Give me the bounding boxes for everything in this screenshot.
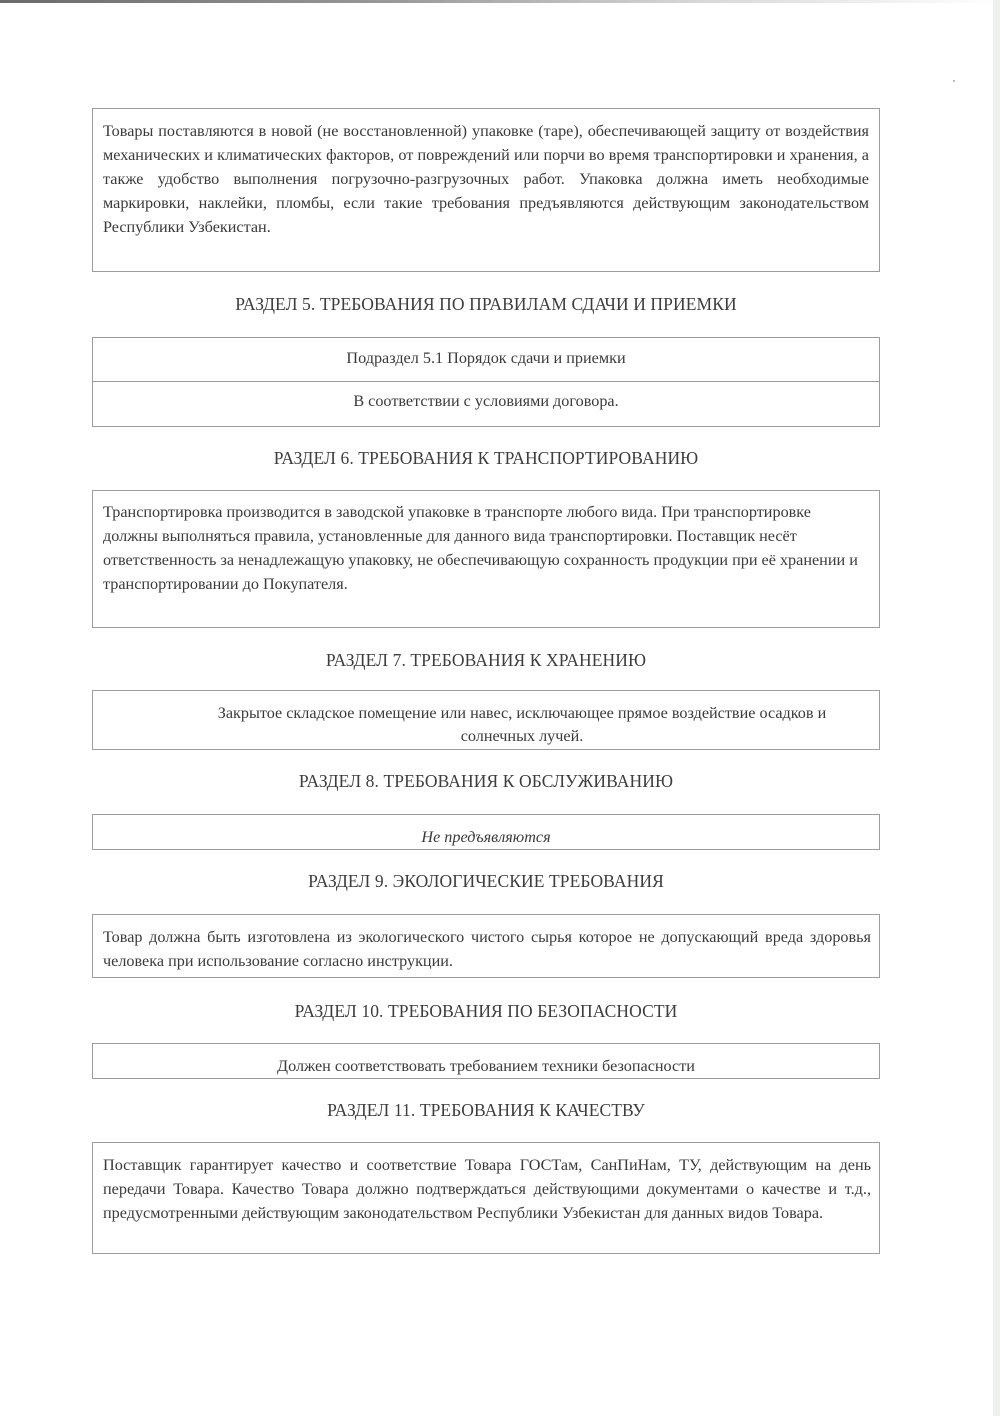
section-10-heading: РАЗДЕЛ 10. ТРЕБОВАНИЯ ПО БЕЗОПАСНОСТИ [294, 1001, 678, 1021]
section-6-box [92, 490, 880, 628]
section-11-text: Поставщик гарантирует качество и соответствие Товара ГОСТам, СанПиНам, ТУ, действующим на день передачи Товара. Качество Товара должно подтверждаться действующими документами о качестве и т.д., предусмотренными действующим законодательством Республики Узбекистан для данных видов Товара. [103, 1156, 871, 1222]
section-8-box [92, 814, 880, 850]
section-5-heading: РАЗДЕЛ 5. ТРЕБОВАНИЯ ПО ПРАВИЛАМ СДАЧИ И ПРИЕМКИ [235, 294, 737, 314]
section-5-table [92, 337, 880, 427]
section-11-heading: РАЗДЕЛ 11. ТРЕБОВАНИЯ К КАЧЕСТВУ [327, 1100, 645, 1120]
section-10-box [92, 1043, 880, 1079]
section-7-text: Закрытое складское помещение или навес, исключающее прямое воздействие осадков и солнечных лучей. [217, 704, 827, 745]
section-7-heading: РАЗДЕЛ 7. ТРЕБОВАНИЯ К ХРАНЕНИЮ [325, 650, 647, 670]
scan-speck [953, 80, 955, 82]
section-9-heading: РАЗДЕЛ 9. ЭКОЛОГИЧЕСКИЕ ТРЕБОВАНИЯ [308, 871, 664, 891]
section-8-text: Не предъявляются [421, 828, 551, 846]
section-6-heading: РАЗДЕЛ 6. ТРЕБОВАНИЯ К ТРАНСПОРТИРОВАНИЮ [273, 448, 699, 468]
scan-top-edge [0, 0, 1000, 3]
section-6-text: Транспортировка производится в заводской упаковке в транспорте любого вида. При транспортировке должны выполняться правила, установленные для данного вида транспортировки. Поставщик несёт ответственность за ненадлежащую упаковку, не обеспечивающую сохранность продукции при её хранении и транспортировании до Покупателя. [103, 503, 858, 593]
section-11-box [92, 1142, 880, 1254]
section-5-text: В соответствии с условиями договора. [353, 392, 619, 410]
section-8-heading: РАЗДЕЛ 8. ТРЕБОВАНИЯ К ОБСЛУЖИВАНИЮ [298, 771, 674, 791]
section-5-subheading: Подраздел 5.1 Порядок сдачи и приемки [93, 338, 879, 382]
scan-right-edge [993, 0, 1000, 1416]
section-9-box [92, 914, 880, 978]
section-7-box [92, 690, 880, 750]
packaging-requirements-box [92, 108, 880, 272]
section-9-text: Товар должна быть изготовлена из экологического чистого сырья которое не допускающий вреда здоровья человека при использование согласно инструкции. [103, 928, 871, 970]
section-10-text: Должен соответствовать требованием техники безопасности [277, 1057, 695, 1075]
packaging-text: Товары поставляются в новой (не восстановленной) упаковке (таре), обеспечивающей защиту от воздействия механических и климатических факторов, от повреждений или порчи во время транспортировки и хранения, а также удобство выполнения погрузочно-разгрузочных работ. Упаковка должна иметь необходимые маркировки, наклейки, пломбы, если такие требования предъявляются действующим законодательством Республики Узбекистан. [103, 122, 869, 236]
